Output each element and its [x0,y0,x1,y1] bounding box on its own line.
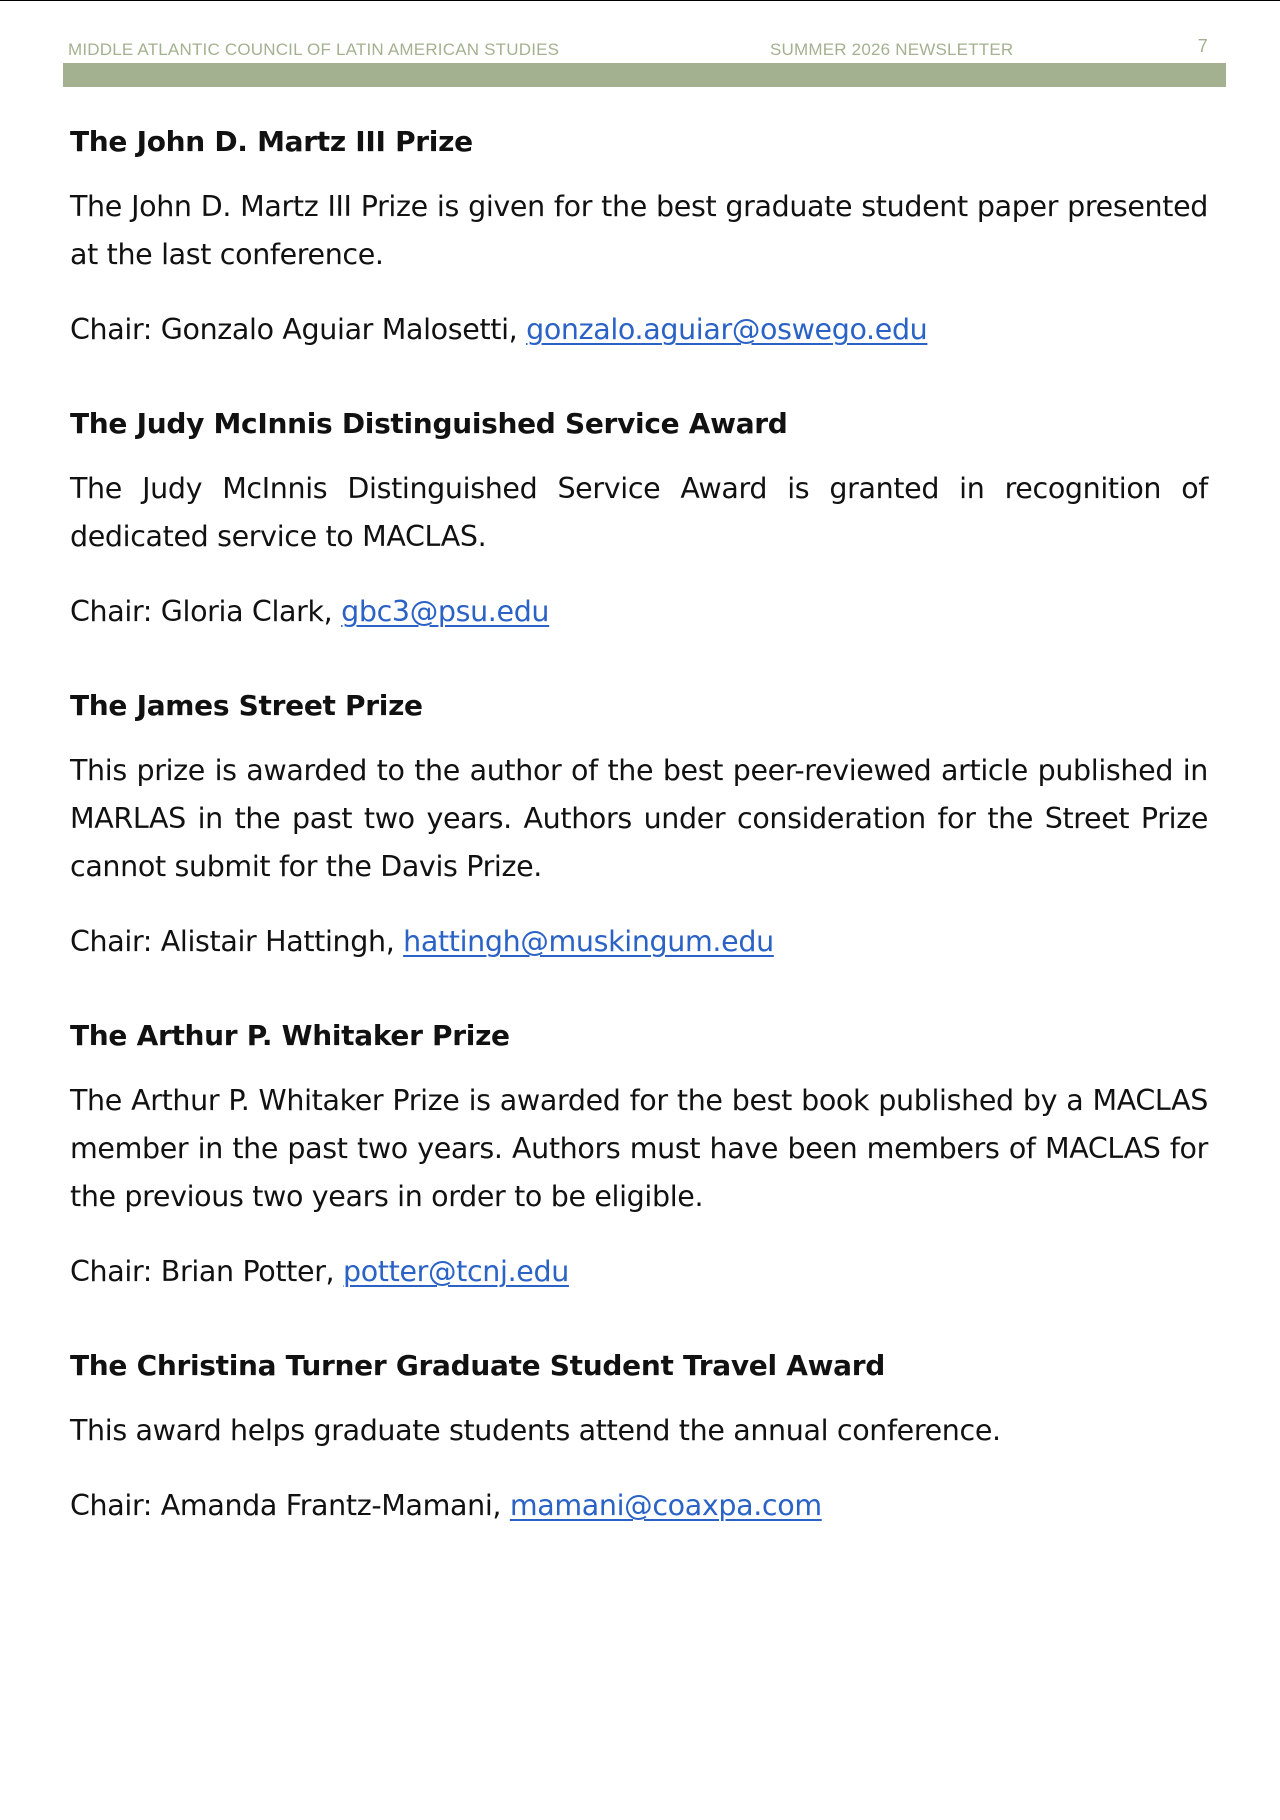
chair-name: Chair: Gloria Clark, [70,595,342,628]
organization-name: MIDDLE ATLANTIC COUNCIL OF LATIN AMERICAN STUDIES [68,40,560,59]
page-header [68,36,1216,64]
award-chair [70,1482,1208,1530]
award-section-turner [70,1342,1208,1530]
chair-name: Chair: Amanda Frantz-Mamani, [70,1489,510,1522]
award-title: The James Street Prize [70,689,423,722]
award-title: The John D. Martz III Prize [70,125,473,158]
award-title: The Judy McInnis Distinguished Service Award [70,407,788,440]
award-section-mcinnis [70,400,1208,636]
award-description: The John D. Martz III Prize is given for the best graduate student paper presented at the last conference. [70,190,1208,271]
chair-name: Chair: Gonzalo Aguiar Malosetti, [70,313,527,346]
award-section-street [70,682,1208,966]
award-chair [70,588,1208,636]
award-section-martz [70,118,1208,354]
top-border-rule [0,0,1280,1]
award-description: This prize is awarded to the author of the best peer-reviewed article published in MARLAS in the past two years. Authors under consideration for the Street Prize cannot submit for the Davis Prize. [70,754,1208,883]
award-chair [70,918,1208,966]
award-title: The Arthur P. Whitaker Prize [70,1019,510,1052]
award-description: The Arthur P. Whitaker Prize is awarded for the best book published by a MACLAS member in the past two years. Authors must have been members of MACLAS for the previous two years in order to be eligible. [70,1084,1208,1213]
award-chair [70,306,1208,354]
newsletter-issue: SUMMER 2026 NEWSLETTER [770,40,1014,59]
chair-email-link[interactable]: hattingh@muskingum.edu [403,925,774,958]
award-description: The Judy McInnis Distinguished Service Award is granted in recognition of dedicated service to MACLAS. [70,472,1208,553]
chair-email-link[interactable]: potter@tcnj.edu [342,1255,569,1288]
chair-email-link[interactable]: mamani@coaxpa.com [509,1489,822,1522]
awards-content [70,118,1208,1576]
header-accent-bar [63,63,1226,87]
page-number: 7 [1197,36,1208,56]
award-title: The Christina Turner Graduate Student Travel Award [70,1349,885,1382]
chair-email-link[interactable]: gonzalo.aguiar@oswego.edu [526,313,928,346]
chair-name: Chair: Alistair Hattingh, [70,925,404,958]
award-section-whitaker [70,1012,1208,1296]
chair-name: Chair: Brian Potter, [70,1255,343,1288]
award-chair [70,1248,1208,1296]
chair-email-link[interactable]: gbc3@psu.edu [341,595,550,628]
award-description: This award helps graduate students attend the annual conference. [70,1414,1001,1447]
